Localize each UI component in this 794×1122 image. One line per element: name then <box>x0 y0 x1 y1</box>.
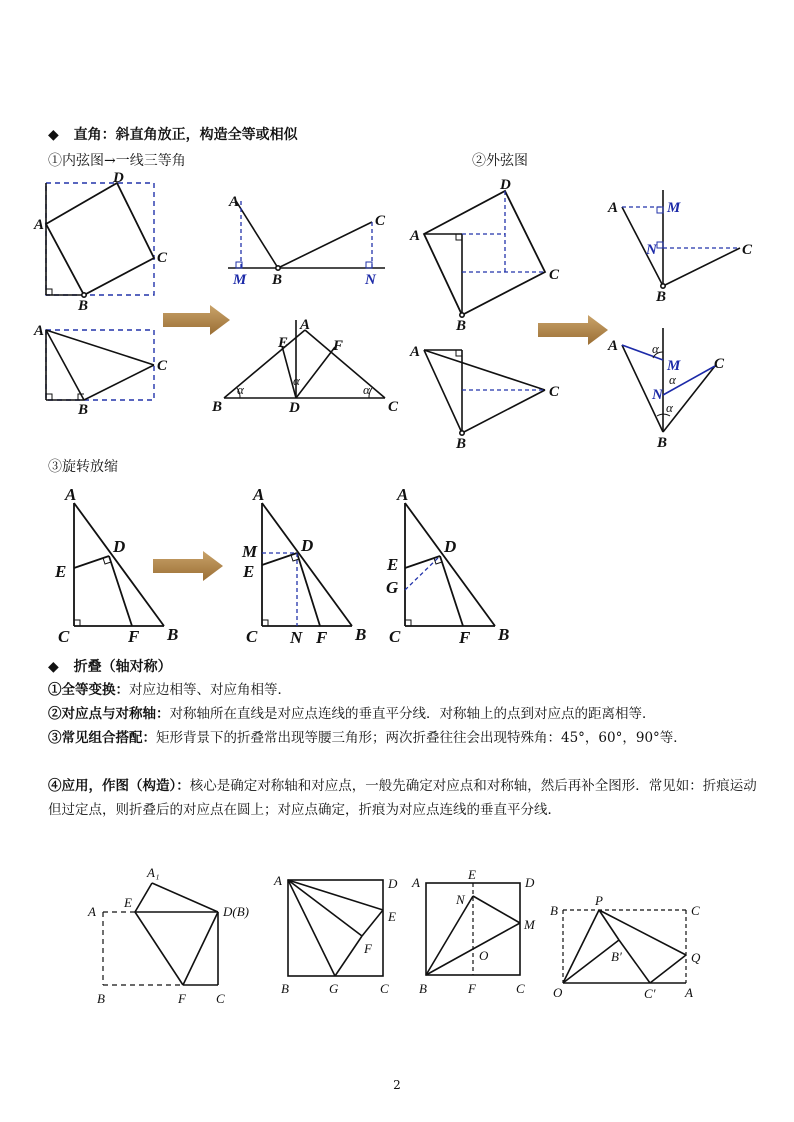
figure-vertical-axis-mnc <box>622 190 740 288</box>
label-B: B <box>456 436 467 452</box>
label-B: B <box>550 903 558 918</box>
label-A: A <box>229 194 240 210</box>
label-M: M <box>233 272 247 288</box>
label-C: C <box>714 356 725 372</box>
label-F: F <box>459 628 471 647</box>
label-F: F <box>178 991 186 1006</box>
label-D: D <box>388 876 398 891</box>
figure-fold-square-enmo <box>426 883 520 975</box>
label-F: F <box>316 628 328 647</box>
figure-fold-a1 <box>103 883 218 985</box>
label-N: N <box>456 892 465 907</box>
label-B: B <box>212 399 223 415</box>
label-D: D <box>500 177 511 193</box>
paragraph-head: ②对应点与对称轴： <box>48 706 170 722</box>
label-E: E <box>124 895 132 910</box>
label-N: N <box>646 242 657 258</box>
label-A: A <box>300 317 311 333</box>
label-F: F <box>128 627 140 646</box>
label-alpha: α <box>363 382 370 397</box>
label-N: N <box>365 272 376 288</box>
label-B: B <box>281 981 289 996</box>
label-G: G <box>329 981 339 996</box>
label-M: M <box>667 358 681 374</box>
label-E: E <box>55 562 67 581</box>
paragraph-head: ④应用，作图（构造）： <box>48 778 190 794</box>
label-B: B <box>498 625 510 644</box>
label-B: B <box>456 318 467 334</box>
label-Q: Q <box>691 950 701 965</box>
figure-rotate-scale-2 <box>262 503 352 626</box>
label-D: D <box>289 400 300 416</box>
figure-fold-square-agfe <box>288 880 383 976</box>
figure-right-triangle-1b <box>46 330 154 400</box>
label-C: C <box>388 399 399 415</box>
label-A: A <box>88 904 96 919</box>
paragraph-corresponding-points <box>48 702 760 726</box>
label-G: G <box>386 578 399 597</box>
label-Bp: B′ <box>611 949 622 964</box>
label-A: A <box>397 485 409 504</box>
label-D: D <box>444 537 457 556</box>
label-B: B <box>355 625 367 644</box>
label-E: E <box>387 555 399 574</box>
label-M: M <box>667 200 681 216</box>
label-A: A <box>685 985 693 1000</box>
label-A: A <box>410 344 421 360</box>
label-D: D <box>301 536 314 555</box>
subsection-rotate-scale: ③旋转放缩 <box>48 459 118 475</box>
paragraph-congruent-transform <box>48 678 760 702</box>
label-B: B <box>419 981 427 996</box>
label-C: C <box>216 991 225 1006</box>
arrow-right-icon <box>153 551 223 581</box>
label-F: F <box>468 981 476 996</box>
subsection-inner-chord: ①内弦图→一线三等角 <box>48 153 186 169</box>
paragraph-body: 对应边相等、对应角相等． <box>129 682 291 698</box>
paragraph-application <box>48 774 760 822</box>
paragraph-head: ①全等变换： <box>48 682 129 698</box>
paragraph-common-combos <box>48 726 760 750</box>
paragraph-body: 矩形背景下的折叠常出现等腰三角形；两次折叠往往会出现特殊角：45°，60°，90°等． <box>156 730 687 746</box>
label-D: D <box>525 875 535 890</box>
label-A: A <box>412 875 420 890</box>
label-F: F <box>364 941 372 956</box>
label-A: A <box>34 323 45 339</box>
label-A1: A₁ <box>147 865 160 880</box>
arrow-right-icon <box>538 315 608 345</box>
label-N: N <box>652 387 663 403</box>
label-C: C <box>380 981 389 996</box>
label-O: O <box>553 985 563 1000</box>
label-B: B <box>167 625 179 644</box>
label-A: A <box>608 200 619 216</box>
label-M: M <box>524 917 535 932</box>
label-N: N <box>290 628 303 647</box>
section-title-text: 折叠（轴对称） <box>73 659 172 675</box>
label-C: C <box>58 627 70 646</box>
label-A: A <box>253 485 265 504</box>
figure-rotate-scale-1 <box>74 503 164 626</box>
label-Cp: C′ <box>644 986 656 1001</box>
label-P: P <box>595 893 603 908</box>
label-D: D <box>113 170 124 186</box>
label-C: C <box>691 903 700 918</box>
label-A: A <box>608 338 619 354</box>
label-C: C <box>549 384 560 400</box>
label-A: A <box>34 217 45 233</box>
figure-rotate-scale-3 <box>405 503 495 626</box>
label-B: B <box>78 402 89 418</box>
paragraph-head: ③常见组合搭配： <box>48 730 156 746</box>
label-O: O <box>479 948 489 963</box>
label-C: C <box>246 627 258 646</box>
bullet-icon: ◆ <box>48 127 59 143</box>
figure-outer-chord-square <box>424 191 545 317</box>
figure-inner-chord-square <box>46 183 154 297</box>
paragraph-body: 对称轴所在直线是对应点连线的垂直平分线．对称轴上的点到对应点的距离相等． <box>169 706 656 722</box>
label-E: E <box>243 562 255 581</box>
figure-one-line-three-angles <box>228 201 385 270</box>
label-alpha: α <box>652 341 659 356</box>
label-A: A <box>65 485 77 504</box>
label-alpha: α <box>669 372 676 387</box>
label-C: C <box>375 213 386 229</box>
label-E: E <box>278 335 289 351</box>
bullet-icon: ◆ <box>48 659 59 675</box>
label-M: M <box>242 542 258 561</box>
label-E: E <box>468 867 476 882</box>
label-E: E <box>388 909 396 924</box>
section-title-folding <box>48 656 172 676</box>
subsection-outer-chord: ②外弦图 <box>472 153 528 169</box>
label-B: B <box>78 298 89 314</box>
label-alpha: α <box>293 373 300 388</box>
label-F: F <box>333 338 344 354</box>
arrow-right-icon <box>163 305 230 335</box>
label-A: A <box>274 873 282 888</box>
figure-fold-pbqc <box>563 910 686 983</box>
label-C: C <box>516 981 525 996</box>
paragraph-body: 核心是确定对称轴和对应点，一般先确定对应点和对称轴，然后再补全图形．常见如：折痕运动但过定点，则折叠后的对应点在圆上；对应点确定，折痕为对应点连线的垂直平分线． <box>48 778 757 818</box>
label-C: C <box>157 250 168 266</box>
label-B: B <box>97 991 105 1006</box>
figure-outer-triangle <box>424 350 545 435</box>
label-B: B <box>657 435 668 451</box>
label-D: D <box>113 537 126 556</box>
label-C: C <box>742 242 753 258</box>
section-title-text: 直角：斜直角放正，构造全等或相似 <box>73 127 298 143</box>
label-DB: D(B) <box>223 904 249 919</box>
label-B: B <box>272 272 283 288</box>
label-alpha: α <box>237 382 244 397</box>
label-C: C <box>157 358 168 374</box>
label-B: B <box>656 289 667 305</box>
label-A: A <box>410 228 421 244</box>
page-number: 2 <box>393 1078 401 1092</box>
label-alpha: α <box>666 400 673 415</box>
label-C: C <box>389 627 401 646</box>
label-C: C <box>549 267 560 283</box>
